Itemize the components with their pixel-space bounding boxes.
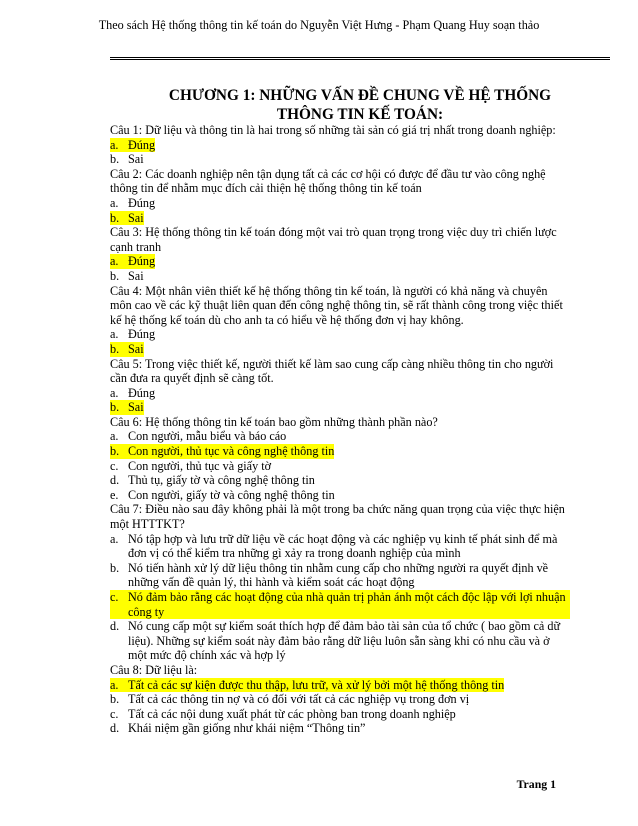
option-letter: b.	[110, 560, 120, 575]
answer-option	[110, 692, 570, 707]
option-text: Sai	[128, 268, 144, 283]
header-rule-2	[110, 59, 610, 60]
answer-option	[110, 196, 570, 211]
question-text: Câu 4: Một nhân viên thiết kế hệ thống thông tin kế toán, là người có khả năng và chuyên môn cao về các kỹ thuật liên quan đến công nghệ thông tin, sẽ rất thành công trong việc thiết kế hệ thống kế toán dù cho anh ta có hiểu về hệ thống đơn vị hay không.	[110, 283, 563, 327]
option-text-highlighted: Sai	[128, 210, 144, 225]
option-text: Đúng	[128, 195, 156, 210]
answer-option	[110, 327, 570, 342]
option-letter: a.	[110, 137, 119, 152]
question-text: Câu 8: Dữ liệu là:	[110, 662, 198, 677]
option-letter: a.	[110, 385, 119, 400]
option-letter: a.	[110, 254, 119, 269]
question-text: Câu 6: Hệ thống thông tin kế toán bao gồm những thành phần nào?	[110, 414, 438, 429]
option-letter: b.	[110, 341, 120, 356]
option-text: Đúng	[128, 385, 156, 400]
page-number: Trang 1	[516, 777, 556, 791]
answer-option	[110, 473, 570, 488]
option-letter: e.	[110, 487, 119, 502]
answer-option	[110, 590, 570, 619]
option-letter: d.	[110, 721, 120, 736]
answer-option	[110, 459, 570, 474]
page-header: Theo sách Hệ thống thông tin kế toán do Nguyễn Việt Hưng - Phạm Quang Huy soạn thảo	[98, 18, 540, 32]
question-text: Câu 7: Điều nào sau đây không phải là một trong ba chức năng quan trọng của việc thực hiện một HTTTKT?	[110, 502, 565, 532]
option-letter: d.	[110, 619, 120, 634]
question-list	[110, 123, 570, 736]
option-text: Con người, giấy tờ và công nghệ thông tin	[128, 487, 335, 502]
answer-option	[110, 211, 144, 226]
header-rule	[110, 57, 610, 58]
answer-option	[110, 678, 504, 693]
answer-option	[110, 429, 570, 444]
option-text-highlighted: Đúng	[128, 254, 156, 269]
answer-option	[110, 721, 570, 736]
option-text: Tất cả các nội dung xuất phát từ các phòng ban trong doanh nghiệp	[128, 706, 456, 721]
option-letter: b.	[110, 692, 120, 707]
answer-option	[110, 342, 144, 357]
option-text-highlighted: Nó đảm bảo rằng các hoạt động của nhà quản trị phản ánh một cách độc lập với lợi nhuận công ty	[128, 590, 566, 619]
question-text: Câu 3: Hệ thống thông tin kế toán đóng một vai trò quan trọng trong việc duy trì chiến lược cạnh tranh	[110, 225, 557, 254]
option-letter: c.	[110, 590, 119, 604]
option-text: Thủ tụ, giấy tờ và công nghệ thông tin	[128, 473, 315, 488]
option-text: Nó cung cấp một sự kiểm soát thích hợp để đảm bảo tài sản của tổ chức ( bao gồm cả dữ liệu). Những sự kiểm soát này đảm bảo rằng dữ liệu luôn sẵn sàng khi có nhu cầu và ở một mức độ chính xác và hợp lý	[128, 619, 561, 663]
answer-option	[110, 152, 570, 167]
option-letter: b.	[110, 400, 120, 415]
answer-option	[110, 386, 570, 401]
option-letter: a.	[110, 429, 119, 444]
option-letter: a.	[110, 531, 119, 546]
option-text-highlighted: Tất cả các sự kiện được thu thập, lưu trữ, và xử lý bởi một hệ thống thông tin	[128, 677, 505, 692]
answer-option	[110, 400, 144, 415]
answer-option	[110, 444, 334, 459]
option-text: Đúng	[128, 327, 156, 342]
option-letter: c.	[110, 706, 119, 721]
answer-option	[110, 269, 570, 284]
option-letter: d.	[110, 473, 120, 488]
option-letter: a.	[110, 195, 119, 210]
option-letter: c.	[110, 458, 119, 473]
chapter-title-line-2: THÔNG TIN KẾ TOÁN:	[276, 106, 444, 123]
option-text: Tất cả các thông tin nợ và có đối với tất cả các nghiệp vụ trong đơn vị	[128, 692, 470, 707]
answer-option	[110, 254, 155, 269]
option-text: Nó tiến hành xử lý dữ liệu thông tin nhằm cung cấp cho những người ra quyết định về những vấn đề quản lý, thi hành và kiểm soát các hoạt động	[128, 560, 549, 590]
option-text: Con người, mẫu biểu và báo cáo	[128, 429, 287, 444]
option-text: Nó tập hợp và lưu trữ dữ liệu về các hoạt động và các nghiệp vụ kinh tế phát sinh để mà đơn vị có thể kiểm tra những gì xảy ra trong doanh nghiệp của mình	[128, 531, 558, 561]
option-letter: b.	[110, 444, 120, 459]
option-letter: a.	[110, 677, 119, 692]
option-text: Khái niệm gần giống như khái niệm “Thông tin”	[128, 721, 366, 736]
answer-option	[110, 619, 570, 663]
question-text: Câu 2: Các doanh nghiệp nên tận dụng tất cả các cơ hội có được để đầu tư vào công nghệ thông tin để nhằm mục đích cải thiện hệ thống thông tin kế toán	[110, 166, 546, 196]
answer-option	[110, 488, 570, 503]
chapter-title	[110, 86, 610, 124]
option-text: Con người, thủ tục và giấy tờ	[128, 458, 272, 473]
option-text-highlighted: Sai	[128, 341, 144, 356]
option-letter: b.	[110, 268, 120, 283]
option-text-highlighted: Đúng	[128, 137, 156, 152]
option-letter: b.	[110, 152, 120, 167]
option-text-highlighted: Sai	[128, 400, 144, 415]
option-letter: a.	[110, 327, 119, 342]
option-text-highlighted: Con người, thủ tục và công nghệ thông tin	[128, 444, 335, 459]
question-text: Câu 5: Trong việc thiết kế, người thiết kế làm sao cung cấp càng nhiều thông tin cho người cần đưa ra quyết định sẽ càng tốt.	[110, 356, 554, 386]
question-text: Câu 1: Dữ liệu và thông tin là hai trong số những tài sản có giá trị nhất trong doanh nghiệp:	[110, 123, 556, 137]
option-letter: b.	[110, 210, 120, 225]
answer-option	[110, 561, 570, 590]
chapter-title-line-1: CHƯƠNG 1: NHỮNG VẤN ĐỀ CHUNG VỀ HỆ THỐNG	[168, 87, 552, 104]
answer-option	[110, 532, 570, 561]
answer-option	[110, 707, 570, 722]
option-text: Sai	[128, 152, 144, 167]
answer-option	[110, 138, 155, 153]
